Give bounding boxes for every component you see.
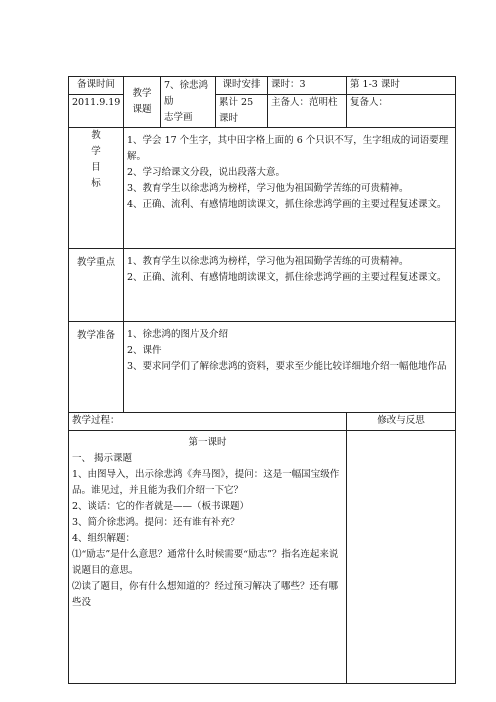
preparation-item: 2、课件 — [127, 345, 162, 356]
objectives-label-char: 学 — [91, 146, 101, 157]
schedule-label: 课时安排 — [216, 77, 268, 95]
key-points-content — [124, 249, 456, 322]
preparation-item: 1、徐悲鸿的图片及介绍 — [127, 329, 229, 340]
lesson-label-1: 教学 — [132, 88, 152, 99]
preparation-item: 3、要求同学们了解徐悲鸿的资料，要求至少能比较详细地介绍一幅他地作品 — [127, 361, 447, 372]
lesson-title-2: 志学画 — [164, 112, 193, 123]
objectives-label-char: 目 — [91, 162, 101, 173]
process-line: ⑴“励志”是什么意思？通常什么时候需要“励志”？指名连起来说说题目的意思。 — [72, 549, 339, 576]
first-period-heading: 第一课时 — [188, 437, 227, 448]
prep-time-label: 备课时间 — [69, 77, 124, 95]
periods: 课时：3 — [268, 77, 347, 95]
preparation-label: 教学准备 — [69, 322, 124, 413]
objective-item: 3、教育学生以徐悲鸿为榜样，学习他为祖国勤学苦练的可贵精神。 — [127, 183, 409, 194]
key-points-label: 教学重点 — [69, 249, 124, 322]
key-point-item: 2、正确、流利、有感情地朗读课文，抓住徐悲鸿学画的主要过程复述课文。 — [127, 272, 447, 283]
process-line: ⑵读了题目，你有什么想知道的？经过预习解决了哪些？还有哪些没 — [72, 581, 339, 608]
objectives-content — [124, 128, 456, 249]
lesson-label-2: 课题 — [132, 104, 152, 115]
objective-item: 2、学习给课文分段，说出段落大意。 — [127, 167, 286, 178]
revision-label: 修改与反思 — [347, 413, 456, 431]
lesson-title-1: 7、徐悲鸿励 — [164, 80, 209, 107]
objective-item: 1、学会 17 个生字，其中田字格上面的 6 个只识不写，生字组成的词语要理解。 — [127, 135, 449, 162]
process-line: 4、组织解题： — [72, 533, 136, 544]
which-period: 第 1-3 课时 — [347, 77, 456, 95]
process-label: 教学过程： — [69, 413, 347, 431]
prep-date: 2011.9.19 — [69, 95, 124, 128]
objectives-label-char: 标 — [91, 178, 101, 189]
revision-content — [347, 431, 456, 684]
objectives-label-char: 教 — [91, 130, 101, 141]
process-content — [69, 431, 347, 684]
process-line: 一、 揭示课题 — [72, 453, 133, 464]
co-preparer: 复备人： — [347, 95, 456, 128]
process-line: 1、由图导入，出示徐悲鸿《奔马图》，提问：这是一幅国宝级作品。谁见过，并且能为我们介绍一下它？ — [72, 469, 340, 496]
lesson-title-cell — [161, 77, 216, 128]
lesson-label-cell — [124, 77, 161, 128]
preparation-content — [124, 322, 456, 413]
process-line: 3、简介徐悲鸿。提问：还有谁有补充？ — [72, 517, 240, 528]
key-point-item: 1、教育学生以徐悲鸿为榜样，学习他为祖国勤学苦练的可贵精神。 — [127, 256, 409, 267]
objective-item: 4、正确、流利、有感情地朗读课文，抓住徐悲鸿学画的主要过程复述课文。 — [127, 199, 447, 210]
process-line: 2、谈话：它的作者就是——（板书课题） — [72, 501, 250, 512]
objectives-label — [69, 128, 124, 249]
lesson-plan-table — [68, 76, 456, 684]
total-periods: 累计 25 课时 — [216, 95, 268, 128]
preparer: 主备人：范明柱 — [268, 95, 347, 128]
